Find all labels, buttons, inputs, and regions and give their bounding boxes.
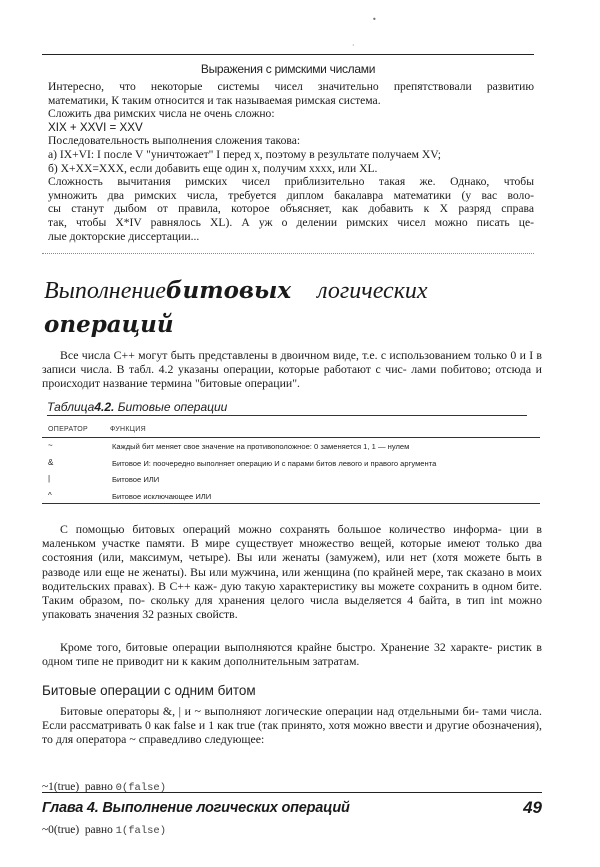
- sidebar-line: Сложить два римских числа не очень сложно:: [48, 107, 275, 121]
- sidebar-line: сы станут дыбом от правила, которое объясняет, как добавить к X разряд справа: [48, 202, 534, 216]
- code-line: ~1(true) равно 0(false): [42, 781, 167, 794]
- sidebar-line: лые докторские диссертации...: [48, 229, 200, 243]
- sidebar-title: Выражения с римскими числами: [200, 62, 376, 76]
- sidebar-body: [48, 80, 534, 243]
- column-header-operator: ОПЕРАТОР: [48, 426, 88, 433]
- function-cell: Каждый бит меняет свое значение на противоположное: 0 заменяется 1, 1 — нулем: [112, 442, 410, 451]
- body-paragraph: [42, 522, 542, 621]
- intro-paragraph: [42, 348, 542, 391]
- section-heading: [44, 276, 428, 340]
- table-row: [42, 488, 540, 505]
- bitwise-operators-table: [42, 420, 540, 504]
- text-line: Битовые операторы &, | и ~ выполняют логические операции над отдельными би- тами числа. Если рассматривать 0 как false и 1 как true (так принято, хотя можно ввести и другие обозначения), то для оператора ~ справедливо следующее:: [42, 704, 542, 747]
- sidebar-line: а) IX+VI: I после V "уничтожает" I перед x, поэтому в результате получаем XV;: [48, 147, 442, 161]
- heading-word: операций: [44, 311, 174, 338]
- sidebar-line: б) X+XX=XXX, если добавить еще один x, получим xxxx, или XL.: [48, 161, 378, 175]
- sidebar-line: Интересно, что некоторые системы чисел значительно препятствовали развитию: [48, 80, 534, 93]
- function-cell: Битовое И: поочередно выполняет операцию И с парами битов левого и правого аргумента: [112, 458, 437, 468]
- sidebar-line: так, чтобы X*IV равнялось XL). А уж о делении римских чисел можно писать це-: [48, 215, 534, 229]
- table-caption: Таблица4.2. Битовые операции: [47, 400, 527, 416]
- page-footer: [42, 792, 542, 822]
- heading-word: Выполнение: [44, 278, 166, 304]
- heading-word: битовых: [165, 277, 292, 304]
- table-row: [42, 438, 540, 455]
- operator-cell: |: [48, 474, 51, 483]
- table-header: [42, 420, 540, 438]
- sidebar-line: Сложность вычитания римских чисел приблизительно такая же. Однако, чтобы: [48, 175, 534, 189]
- column-header-function: ФУНКЦИЯ: [110, 426, 146, 433]
- scan-speck: •: [372, 15, 377, 24]
- sidebar-line: XIX + XXVI = XXV: [48, 120, 143, 134]
- sidebar-line: математики, К таким относится и так называемая римская система.: [48, 93, 381, 107]
- subsection-heading: Битовые операции с одним битом: [42, 683, 256, 698]
- operator-cell: ^: [48, 490, 52, 500]
- table-row: [42, 455, 540, 472]
- chapter-title: Глава 4. Выполнение логических операций: [42, 800, 350, 816]
- operator-cell: ~: [48, 441, 53, 450]
- sidebar-box-roman-numerals: [42, 54, 534, 254]
- scan-speck: ·: [352, 41, 355, 50]
- function-cell: Битовое ИЛИ: [112, 475, 160, 484]
- text-line: С помощью битовых операций можно сохранять большое количество информа- ции в маленьком участке памяти. В мире существует множество вещей, которые имеют только два состояния (или, максимум, четыре). Вы или женаты (замужем), или нет (хотя можете быть в разводе или еще не женаты). Вы или мужчина, или женщина (по крайней мере, так сказано в моих водительских правах). В C++ каж- дую такую характеристику вы можете сохранить в одном бите. Таким образом, по- скольку для хранения целого числа выделяется 4 байта, в тип int можно упаковать значения 32 разных свойств.: [42, 522, 543, 622]
- sidebar-line: Последовательность выполнения сложения такова:: [48, 134, 301, 148]
- body-paragraph: [42, 640, 542, 668]
- text-line: Кроме того, битовые операции выполняются крайне быстро. Хранение 32 характе- ристик в одном типе не приводит ни к каким дополнительным затратам.: [42, 640, 543, 669]
- function-cell: Битовое исключающее ИЛИ: [112, 491, 212, 501]
- code-line: ~0(true) равно 1(false): [42, 824, 167, 837]
- table-row: [42, 471, 540, 488]
- page-number: 49: [523, 798, 542, 817]
- operator-cell: &: [48, 457, 54, 467]
- sidebar-line: умножить два римских числа, требуется диплом бакалавра математики (у вас воло-: [48, 188, 534, 202]
- text-line: Все числа C++ могут быть представлены в двоичном виде, т.е. с использованием только 0 и I в записи числа. В табл. 4.2 указаны операции, которые работают с чис- лами побитово; отсюда и происходит название термина "битовые операции".: [42, 348, 542, 391]
- heading-word: логических: [317, 278, 428, 304]
- body-paragraph: [42, 704, 542, 747]
